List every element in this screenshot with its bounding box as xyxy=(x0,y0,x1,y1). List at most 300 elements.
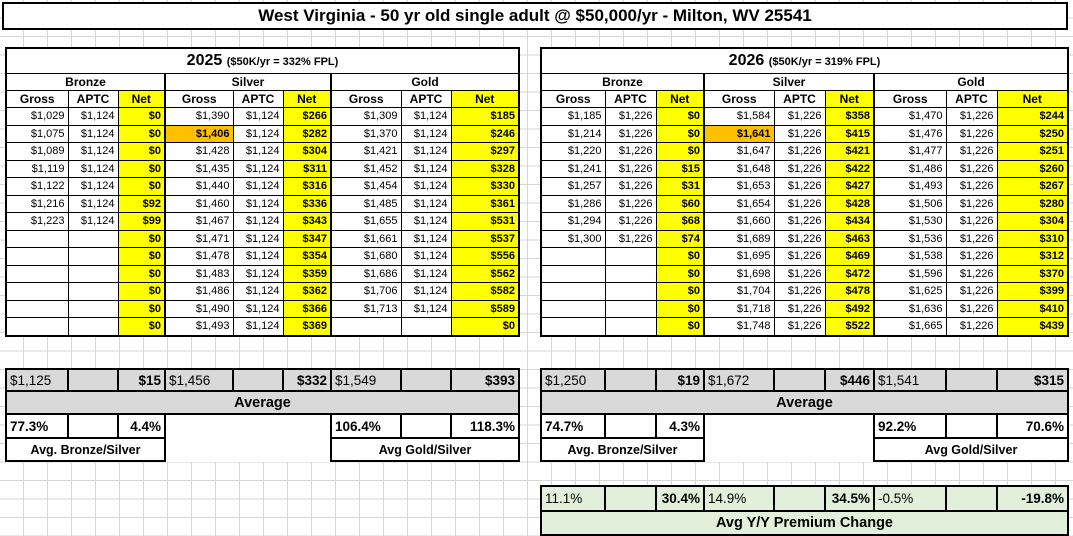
cell[interactable]: $446 xyxy=(825,369,874,391)
cell[interactable] xyxy=(605,265,656,283)
cell[interactable]: $1,075 xyxy=(6,125,68,143)
cell[interactable]: $1,124 xyxy=(233,265,283,283)
cell[interactable]: $244 xyxy=(997,108,1068,126)
cell[interactable]: $1,124 xyxy=(401,108,451,126)
cell[interactable]: 70.6% xyxy=(997,414,1068,438)
cell[interactable]: $1,124 xyxy=(233,143,283,161)
cell[interactable]: $1,257 xyxy=(541,178,605,196)
cell[interactable]: $1,541 xyxy=(874,369,946,391)
cell[interactable]: $0 xyxy=(656,143,704,161)
cell[interactable]: $1,226 xyxy=(946,318,997,336)
cell[interactable]: $1,124 xyxy=(401,213,451,231)
cell[interactable]: $589 xyxy=(451,300,519,318)
cell[interactable]: $439 xyxy=(997,318,1068,336)
spacer xyxy=(165,438,331,461)
cell[interactable]: $15 xyxy=(118,369,165,391)
cell[interactable]: $354 xyxy=(283,248,331,266)
cell[interactable] xyxy=(6,230,68,248)
cell[interactable]: $1,549 xyxy=(331,369,401,391)
cell[interactable]: $1,486 xyxy=(874,160,946,178)
cell[interactable]: $582 xyxy=(451,283,519,301)
col-header-net: Net xyxy=(825,91,874,108)
cell[interactable]: $1,226 xyxy=(605,108,656,126)
cell[interactable] xyxy=(6,318,68,336)
cell[interactable]: $1,665 xyxy=(874,318,946,336)
cell[interactable]: $316 xyxy=(283,178,331,196)
cell[interactable]: $1,223 xyxy=(6,213,68,231)
cell[interactable] xyxy=(946,369,997,391)
cell[interactable]: -0.5% xyxy=(874,486,946,511)
cell[interactable]: $522 xyxy=(825,318,874,336)
cell[interactable]: $312 xyxy=(997,248,1068,266)
cell[interactable] xyxy=(541,300,605,318)
cell[interactable]: $1,460 xyxy=(165,195,233,213)
cell[interactable]: $0 xyxy=(118,178,165,196)
cell[interactable] xyxy=(6,300,68,318)
cell[interactable]: $1,226 xyxy=(774,125,825,143)
cell[interactable]: $1,124 xyxy=(233,108,283,126)
page-title: West Virginia - 50 yr old single adult @ $50,000/yr - Milton, WV 25541 xyxy=(2,2,1068,30)
cell[interactable]: $1,596 xyxy=(874,265,946,283)
cell[interactable]: $362 xyxy=(283,283,331,301)
cell[interactable]: $1,294 xyxy=(541,213,605,231)
cell[interactable]: 92.2% xyxy=(874,414,946,438)
cell[interactable]: $492 xyxy=(825,300,874,318)
cell[interactable]: $0 xyxy=(118,108,165,126)
cell[interactable]: $1,672 xyxy=(704,369,774,391)
cell[interactable] xyxy=(68,369,118,391)
cell[interactable]: $1,226 xyxy=(946,248,997,266)
cell[interactable]: $1,698 xyxy=(704,265,774,283)
cell[interactable]: $1,493 xyxy=(874,178,946,196)
cell[interactable]: $0 xyxy=(118,230,165,248)
cell[interactable] xyxy=(6,265,68,283)
col-header-net: Net xyxy=(997,91,1068,108)
cell[interactable]: $1,477 xyxy=(874,143,946,161)
cell[interactable]: $1,706 xyxy=(331,283,401,301)
year-label: 2025 xyxy=(186,52,223,69)
cell[interactable]: $1,226 xyxy=(605,213,656,231)
cell[interactable] xyxy=(605,369,656,391)
cell[interactable]: 106.4% xyxy=(331,414,401,438)
cell[interactable]: $1,406 xyxy=(165,125,233,143)
cell[interactable] xyxy=(605,318,656,336)
cell[interactable]: $1,124 xyxy=(68,195,118,213)
cell[interactable]: $280 xyxy=(997,195,1068,213)
cell[interactable]: $0 xyxy=(118,143,165,161)
col-header-net: Net xyxy=(118,91,165,108)
cell[interactable]: $0 xyxy=(656,300,704,318)
cell[interactable]: $0 xyxy=(118,160,165,178)
cell[interactable]: $92 xyxy=(118,195,165,213)
cell[interactable]: $1,695 xyxy=(704,248,774,266)
cell[interactable]: $1,226 xyxy=(946,178,997,196)
cell[interactable]: $1,300 xyxy=(541,230,605,248)
cell[interactable]: $1,124 xyxy=(401,248,451,266)
cell[interactable]: $1,089 xyxy=(6,143,68,161)
cell[interactable]: $311 xyxy=(283,160,331,178)
table-row xyxy=(6,230,519,248)
cell[interactable] xyxy=(68,248,118,266)
cell[interactable]: $1,226 xyxy=(774,195,825,213)
cell[interactable]: $332 xyxy=(283,369,331,391)
cell[interactable]: 30.4% xyxy=(656,486,704,511)
cell[interactable]: $1,124 xyxy=(401,283,451,301)
cell[interactable]: $1,584 xyxy=(704,108,774,126)
cell[interactable]: $1,226 xyxy=(774,283,825,301)
cell[interactable] xyxy=(68,230,118,248)
cell[interactable]: $19 xyxy=(656,369,704,391)
cell[interactable]: $1,124 xyxy=(233,160,283,178)
col-header-aptc: APTC xyxy=(605,91,656,108)
cell[interactable] xyxy=(541,248,605,266)
cell[interactable]: $60 xyxy=(656,195,704,213)
cell[interactable] xyxy=(401,369,451,391)
cell[interactable]: $1,490 xyxy=(165,300,233,318)
cell[interactable]: $297 xyxy=(451,143,519,161)
cell xyxy=(774,414,825,438)
cell[interactable]: $393 xyxy=(451,369,519,391)
cell[interactable]: $415 xyxy=(825,125,874,143)
cell[interactable]: $562 xyxy=(451,265,519,283)
cell[interactable]: 4.4% xyxy=(118,414,165,438)
cell[interactable]: $1,470 xyxy=(874,108,946,126)
cell[interactable]: $1,226 xyxy=(774,160,825,178)
cell[interactable]: $1,124 xyxy=(233,283,283,301)
cell[interactable]: $1,226 xyxy=(605,230,656,248)
col-header-aptc: APTC xyxy=(68,91,118,108)
cell[interactable]: $1,654 xyxy=(704,195,774,213)
cell[interactable]: $1,226 xyxy=(774,213,825,231)
cell[interactable] xyxy=(605,248,656,266)
cell[interactable]: $1,536 xyxy=(874,230,946,248)
cell[interactable]: $1,653 xyxy=(704,178,774,196)
cell[interactable]: $361 xyxy=(451,195,519,213)
cell[interactable]: 4.3% xyxy=(656,414,704,438)
cell[interactable]: $1,226 xyxy=(605,125,656,143)
cell[interactable]: $0 xyxy=(451,318,519,336)
cell[interactable]: $1,119 xyxy=(6,160,68,178)
cell[interactable]: 11.1% xyxy=(541,486,605,511)
cell[interactable]: $1,648 xyxy=(704,160,774,178)
cell[interactable]: $1,226 xyxy=(946,213,997,231)
cell[interactable]: $1,125 xyxy=(6,369,68,391)
cell[interactable]: $358 xyxy=(825,108,874,126)
cell[interactable]: $472 xyxy=(825,265,874,283)
cell[interactable] xyxy=(946,486,997,511)
cell[interactable]: $1,214 xyxy=(541,125,605,143)
cell[interactable]: $537 xyxy=(451,230,519,248)
cell[interactable]: $1,124 xyxy=(233,213,283,231)
cell[interactable]: $366 xyxy=(283,300,331,318)
table-row xyxy=(541,230,1068,248)
cell[interactable]: $304 xyxy=(997,213,1068,231)
cell[interactable]: $1,538 xyxy=(874,248,946,266)
cell[interactable]: $1,241 xyxy=(541,160,605,178)
cell[interactable] xyxy=(541,318,605,336)
cell[interactable]: $343 xyxy=(283,213,331,231)
cell[interactable]: $1,226 xyxy=(946,195,997,213)
cell[interactable] xyxy=(68,265,118,283)
cell[interactable]: $1,421 xyxy=(331,143,401,161)
cell[interactable] xyxy=(68,283,118,301)
cell[interactable]: $1,226 xyxy=(946,108,997,126)
cell[interactable]: $1,220 xyxy=(541,143,605,161)
cell[interactable]: $1,471 xyxy=(165,230,233,248)
cell[interactable] xyxy=(541,265,605,283)
cell[interactable]: $304 xyxy=(283,143,331,161)
cell[interactable]: $0 xyxy=(118,125,165,143)
cell[interactable]: $74 xyxy=(656,230,704,248)
cell[interactable] xyxy=(605,486,656,511)
cell[interactable]: $1,124 xyxy=(233,178,283,196)
cell[interactable]: $428 xyxy=(825,195,874,213)
cell[interactable]: $1,226 xyxy=(774,108,825,126)
cell[interactable]: $434 xyxy=(825,213,874,231)
cell[interactable]: $359 xyxy=(283,265,331,283)
cell[interactable]: $1,226 xyxy=(774,318,825,336)
cell[interactable]: $556 xyxy=(451,248,519,266)
cell[interactable]: $1,226 xyxy=(774,265,825,283)
cell[interactable]: $1,226 xyxy=(605,143,656,161)
cell[interactable]: $0 xyxy=(118,318,165,336)
cell[interactable]: $1,530 xyxy=(874,213,946,231)
cell[interactable]: 74.7% xyxy=(541,414,605,438)
cell[interactable]: $463 xyxy=(825,230,874,248)
cell[interactable]: $370 xyxy=(997,265,1068,283)
cell[interactable]: $0 xyxy=(656,265,704,283)
cell[interactable]: $1,124 xyxy=(68,178,118,196)
cell[interactable] xyxy=(946,414,997,438)
cell[interactable]: $1,124 xyxy=(68,143,118,161)
tier-header-bronze: Bronze xyxy=(541,74,704,91)
cell[interactable]: $1,226 xyxy=(946,230,997,248)
cell[interactable]: $1,226 xyxy=(774,300,825,318)
year-label: 2026 xyxy=(728,52,765,69)
cell[interactable]: $369 xyxy=(283,318,331,336)
cell[interactable]: $1,689 xyxy=(704,230,774,248)
cell[interactable]: $427 xyxy=(825,178,874,196)
cell[interactable]: $282 xyxy=(283,125,331,143)
cell[interactable] xyxy=(605,414,656,438)
cell[interactable]: $1,309 xyxy=(331,108,401,126)
cell[interactable]: $347 xyxy=(283,230,331,248)
cell[interactable]: $1,506 xyxy=(874,195,946,213)
cell[interactable]: $1,485 xyxy=(331,195,401,213)
cell[interactable] xyxy=(401,414,451,438)
premium-table-2026 xyxy=(540,47,1069,337)
cell[interactable]: $1,124 xyxy=(233,318,283,336)
cell[interactable]: $1,686 xyxy=(331,265,401,283)
cell[interactable]: $1,483 xyxy=(165,265,233,283)
cell[interactable]: $1,718 xyxy=(704,300,774,318)
cell[interactable]: $1,713 xyxy=(331,300,401,318)
cell[interactable]: $1,440 xyxy=(165,178,233,196)
cell[interactable]: $1,226 xyxy=(946,160,997,178)
cell[interactable]: $1,456 xyxy=(165,369,233,391)
table-row xyxy=(541,265,1068,283)
cell[interactable]: $1,216 xyxy=(6,195,68,213)
cell[interactable]: $1,124 xyxy=(401,195,451,213)
cell[interactable]: $1,493 xyxy=(165,318,233,336)
cell[interactable]: $422 xyxy=(825,160,874,178)
cell[interactable]: $1,226 xyxy=(605,160,656,178)
cell[interactable]: $31 xyxy=(656,178,704,196)
cell[interactable]: $266 xyxy=(283,108,331,126)
cell[interactable]: $1,124 xyxy=(233,195,283,213)
cell[interactable]: $1,029 xyxy=(6,108,68,126)
cell[interactable]: $1,452 xyxy=(331,160,401,178)
cell[interactable]: $399 xyxy=(997,283,1068,301)
col-header-net: Net xyxy=(656,91,704,108)
cell[interactable] xyxy=(774,486,825,511)
table-row xyxy=(541,300,1068,318)
cell[interactable]: $1,655 xyxy=(331,213,401,231)
cell[interactable]: $1,124 xyxy=(233,248,283,266)
cell[interactable]: 77.3% xyxy=(6,414,68,438)
cell[interactable]: $0 xyxy=(656,108,704,126)
cell[interactable]: $1,226 xyxy=(774,143,825,161)
cell[interactable]: $1,124 xyxy=(68,108,118,126)
cell[interactable] xyxy=(774,369,825,391)
cell[interactable]: $1,428 xyxy=(165,143,233,161)
cell[interactable] xyxy=(68,300,118,318)
cell[interactable]: $1,124 xyxy=(401,143,451,161)
cell[interactable]: $1,467 xyxy=(165,213,233,231)
cell[interactable]: $1,124 xyxy=(68,213,118,231)
cell[interactable]: $410 xyxy=(997,300,1068,318)
cell[interactable]: $1,226 xyxy=(946,143,997,161)
tier-header-bronze: Bronze xyxy=(6,74,165,91)
cell[interactable]: $1,124 xyxy=(401,125,451,143)
cell[interactable]: $267 xyxy=(997,178,1068,196)
cell[interactable]: $1,226 xyxy=(605,178,656,196)
cell[interactable]: $1,476 xyxy=(874,125,946,143)
cell[interactable]: $1,680 xyxy=(331,248,401,266)
cell[interactable]: $1,124 xyxy=(401,178,451,196)
cell[interactable]: $1,370 xyxy=(331,125,401,143)
cell[interactable]: $99 xyxy=(118,213,165,231)
cell[interactable] xyxy=(6,248,68,266)
cell[interactable]: $1,660 xyxy=(704,213,774,231)
cell[interactable]: $251 xyxy=(997,143,1068,161)
cell[interactable]: $1,486 xyxy=(165,283,233,301)
cell[interactable]: $1,661 xyxy=(331,230,401,248)
cell[interactable]: $1,647 xyxy=(704,143,774,161)
cell[interactable] xyxy=(541,283,605,301)
cell[interactable]: $315 xyxy=(997,369,1068,391)
cell[interactable]: $1,226 xyxy=(774,248,825,266)
cell[interactable]: $1,226 xyxy=(774,230,825,248)
cell[interactable]: $15 xyxy=(656,160,704,178)
cell[interactable]: $0 xyxy=(656,283,704,301)
cell[interactable]: $1,226 xyxy=(946,265,997,283)
cell[interactable]: $246 xyxy=(451,125,519,143)
table-row xyxy=(6,125,519,143)
cell[interactable]: $0 xyxy=(656,125,704,143)
cell[interactable]: $0 xyxy=(118,265,165,283)
cell[interactable]: $1,124 xyxy=(68,160,118,178)
cell[interactable]: $1,122 xyxy=(6,178,68,196)
cell[interactable]: $531 xyxy=(451,213,519,231)
cell[interactable]: $1,226 xyxy=(946,300,997,318)
average-values-row xyxy=(541,369,1068,391)
cell[interactable]: $421 xyxy=(825,143,874,161)
cell[interactable] xyxy=(233,369,283,391)
cell[interactable]: $1,124 xyxy=(401,300,451,318)
cell[interactable]: $1,124 xyxy=(401,160,451,178)
cell[interactable] xyxy=(68,318,118,336)
cell[interactable]: $68 xyxy=(656,213,704,231)
cell[interactable]: $1,454 xyxy=(331,178,401,196)
col-header-aptc: APTC xyxy=(946,91,997,108)
cell[interactable]: -19.8% xyxy=(997,486,1068,511)
cell[interactable]: $328 xyxy=(451,160,519,178)
cell[interactable]: $1,226 xyxy=(946,283,997,301)
cell[interactable] xyxy=(331,318,401,336)
cell[interactable]: $1,226 xyxy=(774,178,825,196)
cell[interactable] xyxy=(605,283,656,301)
table-row xyxy=(541,160,1068,178)
cell[interactable]: $1,124 xyxy=(401,230,451,248)
cell[interactable]: $336 xyxy=(283,195,331,213)
cell[interactable]: 34.5% xyxy=(825,486,874,511)
cell[interactable]: $1,250 xyxy=(541,369,605,391)
gold-silver-label: Avg Gold/Silver xyxy=(331,438,519,461)
cell[interactable]: $1,704 xyxy=(704,283,774,301)
cell[interactable]: $0 xyxy=(118,248,165,266)
cell[interactable]: $1,636 xyxy=(874,300,946,318)
cell[interactable]: $1,124 xyxy=(401,265,451,283)
cell[interactable]: $0 xyxy=(118,300,165,318)
cell[interactable] xyxy=(401,318,451,336)
col-header-gross: Gross xyxy=(165,91,233,108)
cell[interactable] xyxy=(6,283,68,301)
cell[interactable]: $1,748 xyxy=(704,318,774,336)
cell[interactable]: $469 xyxy=(825,248,874,266)
cell[interactable]: $1,641 xyxy=(704,125,774,143)
cell[interactable]: $0 xyxy=(118,283,165,301)
cell[interactable]: $1,286 xyxy=(541,195,605,213)
cell[interactable]: $0 xyxy=(656,248,704,266)
cell[interactable]: $1,124 xyxy=(233,125,283,143)
cell[interactable]: 118.3% xyxy=(451,414,519,438)
cell[interactable]: $478 xyxy=(825,283,874,301)
cell[interactable]: $1,435 xyxy=(165,160,233,178)
cell[interactable]: $330 xyxy=(451,178,519,196)
cell[interactable]: $1,478 xyxy=(165,248,233,266)
cell[interactable]: 14.9% xyxy=(704,486,774,511)
cell[interactable] xyxy=(68,414,118,438)
cell[interactable]: $310 xyxy=(997,230,1068,248)
bronze-silver-label: Avg. Bronze/Silver xyxy=(6,438,165,461)
cell[interactable]: $0 xyxy=(656,318,704,336)
cell[interactable]: $260 xyxy=(997,160,1068,178)
cell[interactable]: $1,390 xyxy=(165,108,233,126)
table-row xyxy=(6,265,519,283)
cell xyxy=(165,414,233,438)
cell[interactable]: $1,185 xyxy=(541,108,605,126)
cell[interactable]: $250 xyxy=(997,125,1068,143)
cell[interactable]: $1,124 xyxy=(68,125,118,143)
cell[interactable]: $185 xyxy=(451,108,519,126)
cell[interactable]: $1,124 xyxy=(233,230,283,248)
cell[interactable]: $1,226 xyxy=(946,125,997,143)
cell[interactable]: $1,625 xyxy=(874,283,946,301)
cell[interactable]: $1,124 xyxy=(233,300,283,318)
cell[interactable] xyxy=(605,300,656,318)
cell[interactable]: $1,226 xyxy=(605,195,656,213)
